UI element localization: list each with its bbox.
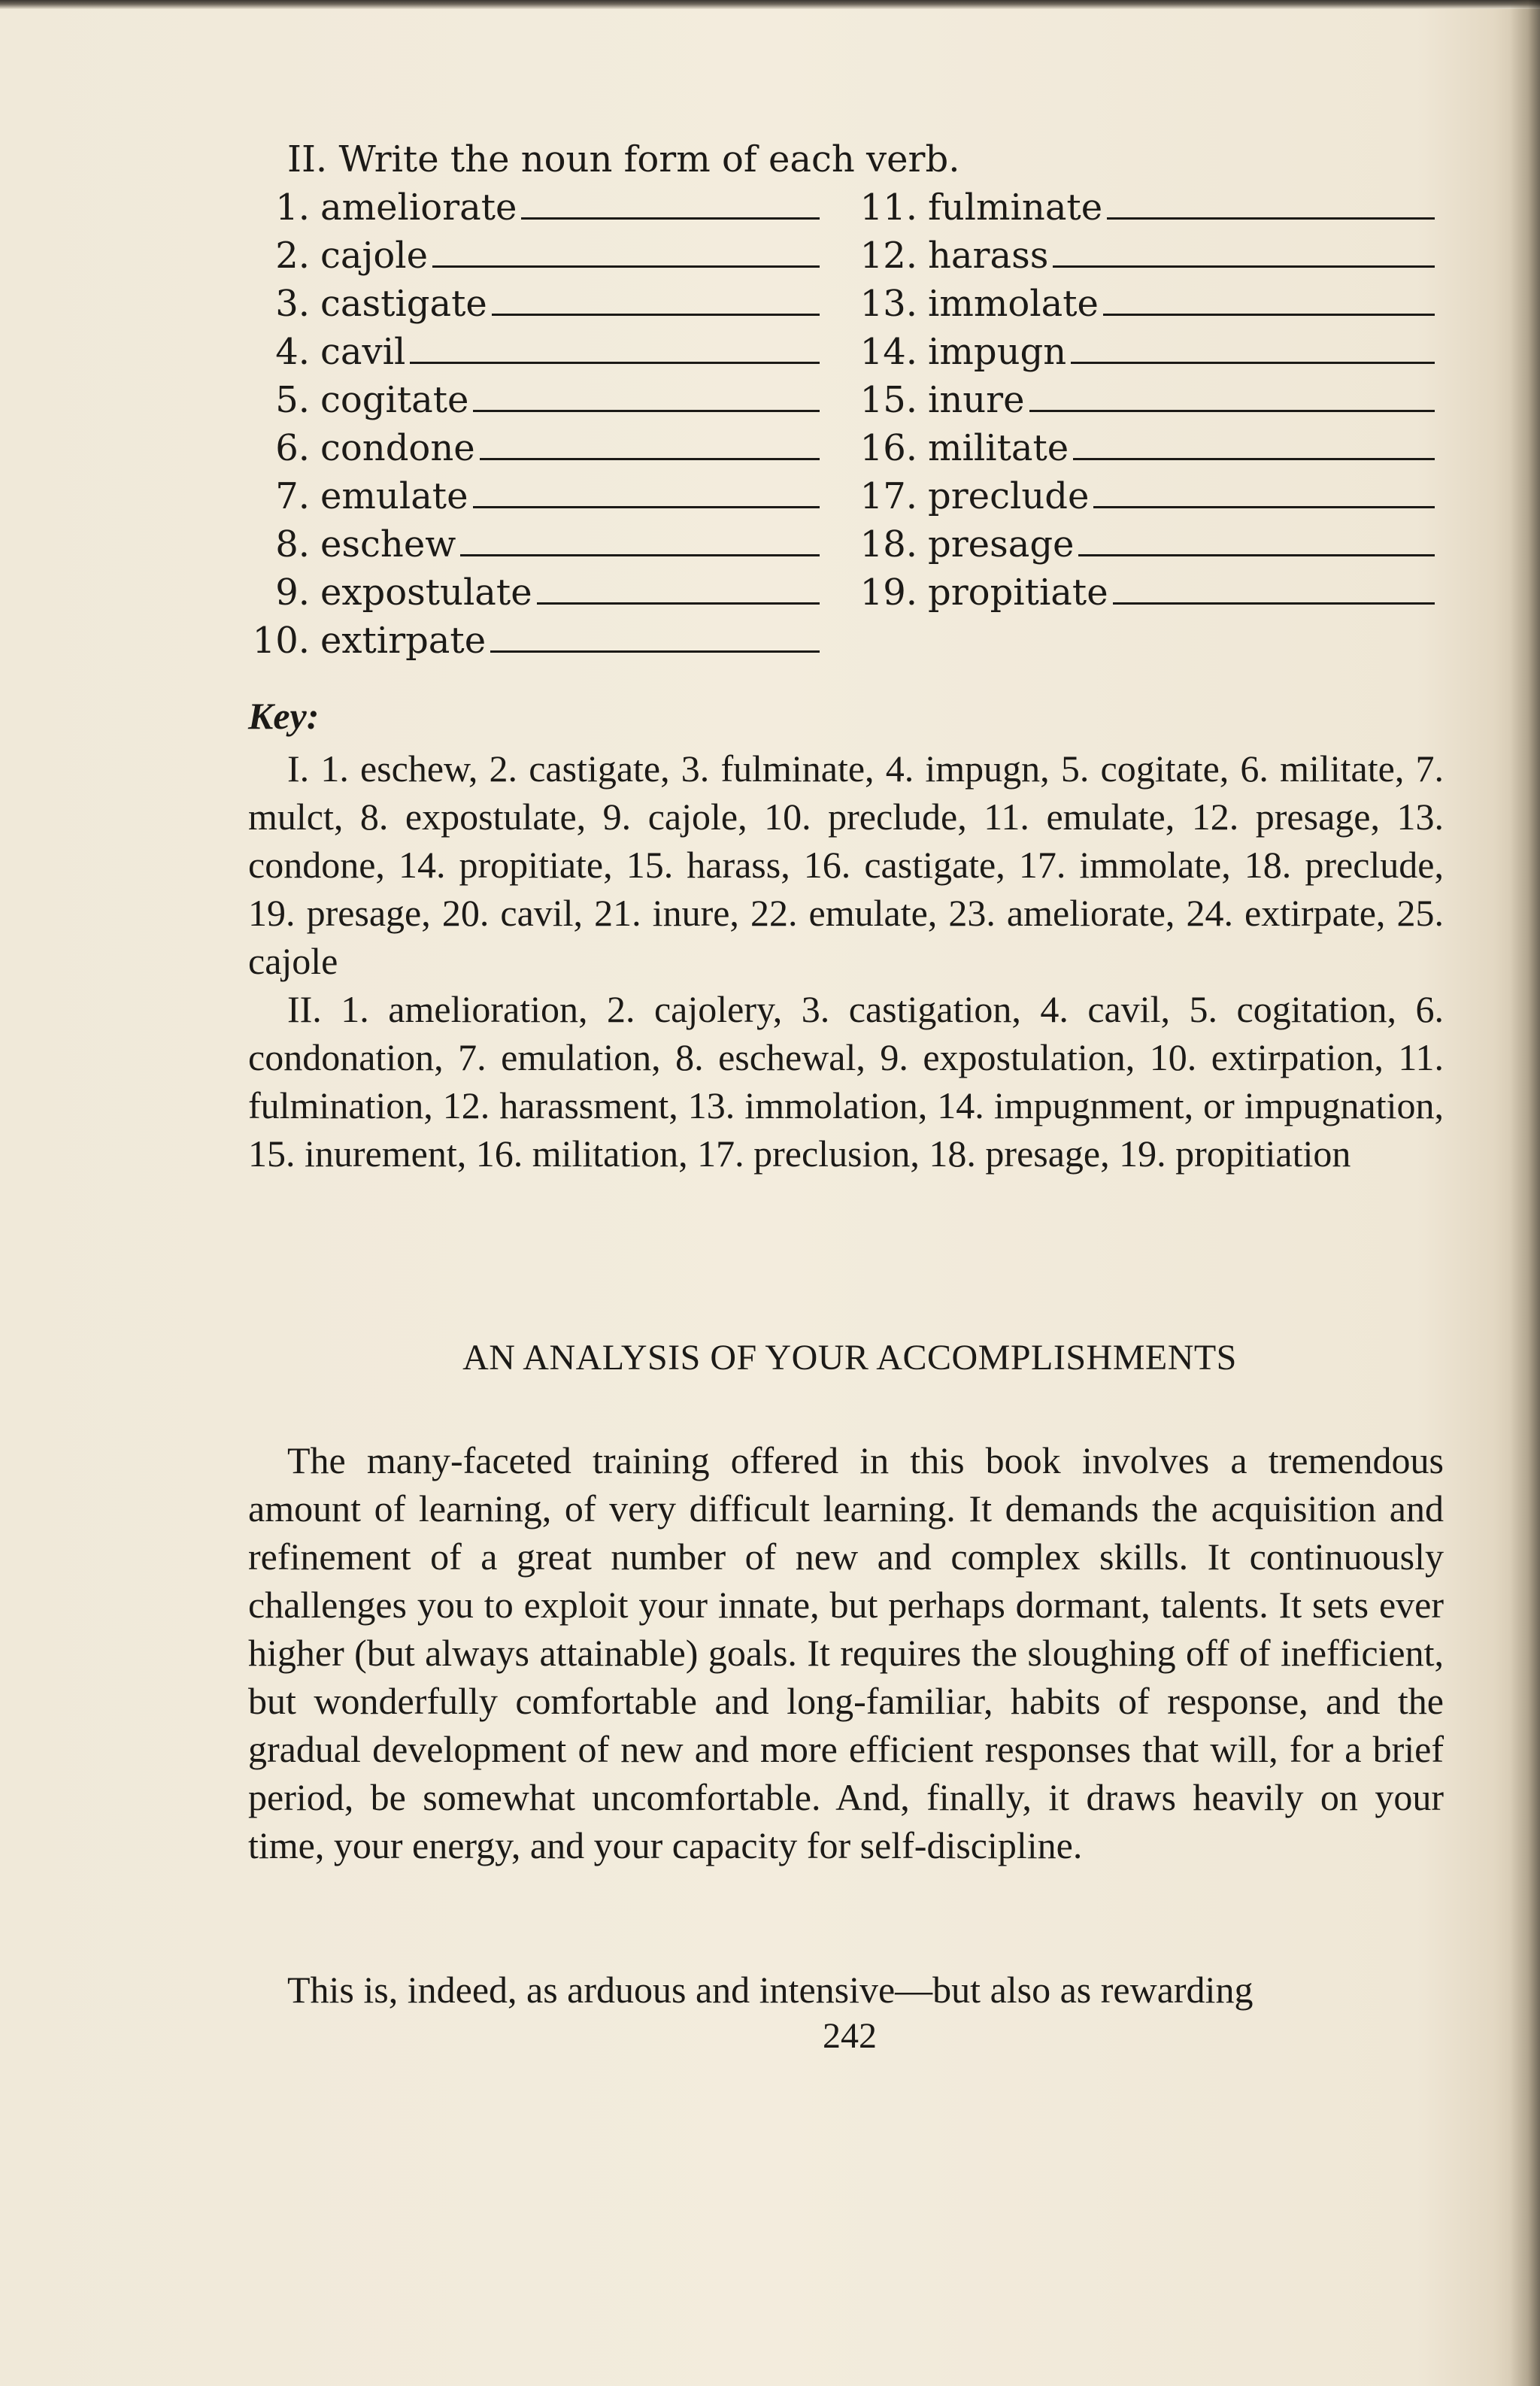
item-number: 16. <box>859 427 917 469</box>
item-number: 4. <box>275 331 310 373</box>
item-number: 15. <box>859 379 917 421</box>
answer-blank[interactable] <box>460 526 820 556</box>
answer-blank[interactable] <box>490 622 820 653</box>
answer-blank[interactable] <box>432 237 820 268</box>
page-binding-shadow <box>1510 0 1540 2386</box>
exercise-item <box>248 472 820 520</box>
item-number: 10. <box>252 620 310 662</box>
exercise-item <box>248 520 820 568</box>
page-number: 242 <box>823 2016 877 2056</box>
answer-blank[interactable] <box>1113 574 1435 605</box>
item-word: propitiate <box>928 571 1108 614</box>
answer-blank[interactable] <box>1078 526 1435 556</box>
key-part-two: II. 1. amelioration, 2. cajolery, 3. castigation, 4. cavil, 5. cogitation, 6. condonation, 7. emulation, 8. eschewal, 9. expostulation, 10. extirpation, 11. fulmination, 12. harassment, 13. immolation, 14. impugnment, or impugnation, 15. inurement, 16. militation, 17. preclusion, 18. presage, 19. propitiation <box>248 988 1444 1175</box>
body-paragraph: This is, indeed, as arduous and intensive—but also as rewarding <box>287 1969 1254 2011</box>
exercise-item <box>856 520 1435 568</box>
item-word: preclude <box>928 475 1090 517</box>
exercise-item <box>856 568 1435 617</box>
exercise-item <box>248 280 820 328</box>
item-word: expostulate <box>320 571 532 614</box>
answer-blank[interactable] <box>473 381 820 412</box>
item-word: cavil <box>320 331 406 373</box>
item-number: 11. <box>859 186 917 229</box>
exercise-item <box>248 328 820 376</box>
exercise-item <box>248 232 820 280</box>
key-part-one: I. 1. eschew, 2. castigate, 3. fulminate, 4. impugn, 5. cogitate, 6. militate, 7. mulct, 8. expostulate, 9. cajole, 10. preclude, 11. emulate, 12. presage, 13. condone, 14. propitiate, 15. harass, 16. castigate, 17. immolate, 18. preclude, 19. presage, 20. cavil, 21. inure, 22. emulate, 23. ameliorate, 24. extirpate, 25. cajole <box>248 747 1444 982</box>
item-number: 9. <box>275 571 310 614</box>
exercise-item <box>856 232 1435 280</box>
item-word: condone <box>320 427 475 469</box>
item-word: emulate <box>320 475 468 517</box>
exercise-heading: II. Write the noun form of each verb. <box>287 138 960 180</box>
answer-blank[interactable] <box>410 333 820 364</box>
answer-blank[interactable] <box>1029 381 1435 412</box>
item-number: 18. <box>859 523 917 565</box>
exercise-item <box>248 568 820 617</box>
item-word: castigate <box>320 283 487 325</box>
answer-blank[interactable] <box>473 478 820 508</box>
answer-blank[interactable] <box>1073 429 1435 460</box>
item-number: 1. <box>275 186 310 229</box>
answer-blank[interactable] <box>521 189 820 220</box>
answer-blank[interactable] <box>1071 333 1435 364</box>
item-word: presage <box>928 523 1075 565</box>
item-word: impugn <box>928 331 1067 373</box>
item-word: harass <box>928 235 1049 277</box>
answer-blank[interactable] <box>1103 285 1435 316</box>
section-title: AN ANALYSIS OF YOUR ACCOMPLISHMENTS <box>462 1338 1237 1378</box>
item-word: inure <box>928 379 1025 421</box>
exercise-item <box>248 183 820 232</box>
body-paragraph: The many-faceted training offered in this book involves a tremendous amount of learning, of very difficult learning. It demands the acquisition and refinement of a great number of new and complex skills. It continuously challenges you to exploit your innate, but perhaps dormant, talents. It sets ever higher (but always attainable) goals. It requires the sloughing off of inefficient, but wonderfully comfortable and long-familiar, habits of response, and the gradual development of new and more efficient responses that will, for a brief period, be somewhat uncomfortable. And, finally, it draws heavily on your time, your energy, and your capacity for self-discipline. <box>248 1439 1444 1866</box>
item-number: 13. <box>859 283 917 325</box>
exercise-item <box>856 183 1435 232</box>
item-number: 14. <box>859 331 917 373</box>
exercise-item <box>248 424 820 472</box>
item-word: cajole <box>320 235 429 277</box>
answer-blank[interactable] <box>1107 189 1435 220</box>
answer-blank[interactable] <box>1093 478 1435 508</box>
exercise-item <box>856 472 1435 520</box>
item-word: fulminate <box>928 186 1103 229</box>
page-top-edge <box>0 0 1540 9</box>
item-number: 17. <box>859 475 917 517</box>
item-number: 5. <box>275 379 310 421</box>
item-number: 19. <box>859 571 917 614</box>
key-heading: Key: <box>248 695 320 737</box>
exercise-item <box>248 376 820 424</box>
item-number: 12. <box>859 235 917 277</box>
answer-blank[interactable] <box>480 429 820 460</box>
item-word: ameliorate <box>320 186 517 229</box>
item-word: extirpate <box>320 620 487 662</box>
exercise-item <box>856 376 1435 424</box>
item-word: cogitate <box>320 379 469 421</box>
item-number: 3. <box>275 283 310 325</box>
item-word: militate <box>928 427 1069 469</box>
answer-blank[interactable] <box>492 285 820 316</box>
exercise-item <box>856 280 1435 328</box>
item-number: 8. <box>275 523 310 565</box>
item-number: 2. <box>275 235 310 277</box>
answer-blank[interactable] <box>537 574 820 605</box>
item-number: 6. <box>275 427 310 469</box>
exercise-item <box>856 424 1435 472</box>
item-number: 7. <box>275 475 310 517</box>
exercise-item <box>248 617 820 665</box>
exercise-item <box>856 328 1435 376</box>
item-word: eschew <box>320 523 456 565</box>
item-word: immolate <box>928 283 1099 325</box>
answer-blank[interactable] <box>1053 237 1435 268</box>
